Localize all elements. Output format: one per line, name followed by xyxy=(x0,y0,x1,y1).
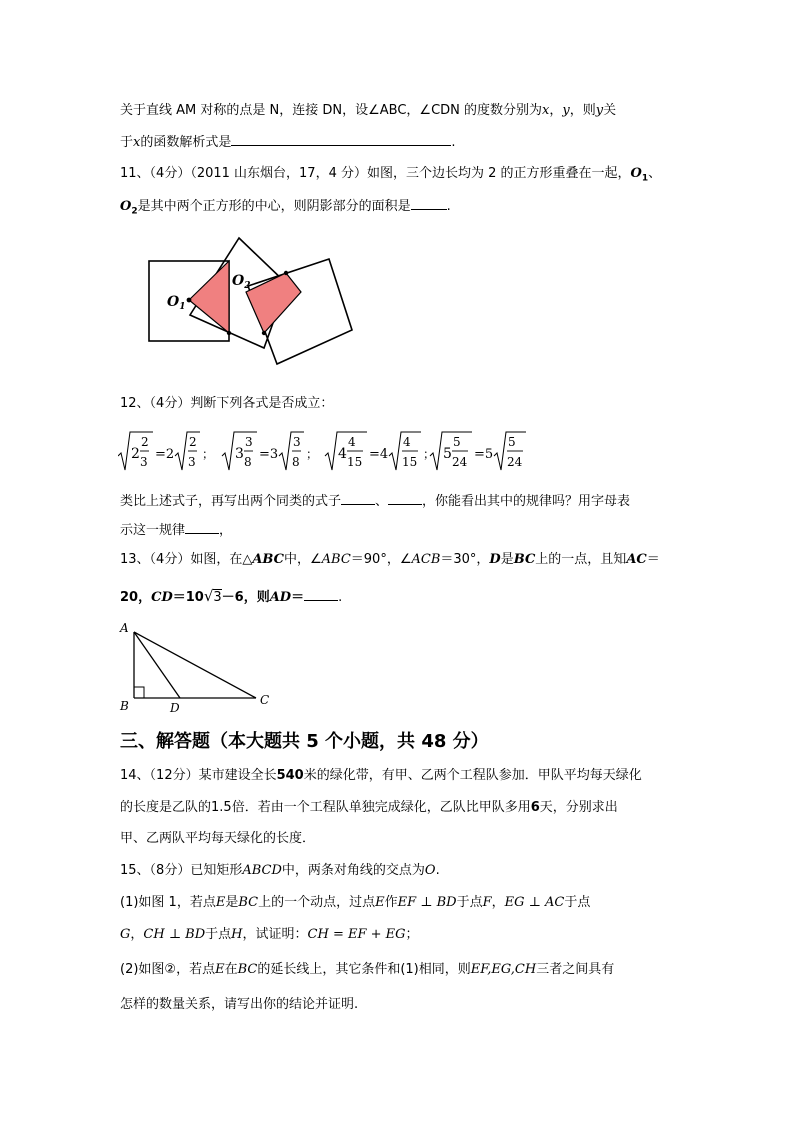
right-angle-mark xyxy=(134,687,144,698)
shaded-region-2 xyxy=(246,273,301,333)
q15-line-2: (1)如图 1，若点E是BC上的一个动点，过点E作EF ⊥ BD于点F，EG ⊥ AC于点 xyxy=(120,895,591,910)
answer-blank[interactable] xyxy=(231,132,451,146)
segment-ac xyxy=(134,632,256,698)
segment-ad xyxy=(134,632,180,698)
center-point-o1 xyxy=(187,298,192,303)
fraction-denominator: 8 xyxy=(292,455,300,469)
fraction-numerator: 2 xyxy=(189,435,197,449)
q13-line-2: 20，CD＝10√3－6，则AD＝ . xyxy=(120,587,343,605)
shaded-region-1 xyxy=(189,261,229,333)
fraction-denominator: 3 xyxy=(140,455,148,469)
fraction-numerator: 4 xyxy=(403,435,411,449)
fraction-denominator: 3 xyxy=(188,455,196,469)
q13-line-1: 13、（4分）如图，在△ABC中，∠ABC＝90°，∠ACB＝30°，D是BC上的一点，且知AC＝ xyxy=(120,552,660,567)
section-title: 三、解答题（本大题共 5 个小题，共 48 分） xyxy=(120,731,489,752)
answer-blank[interactable] xyxy=(304,587,338,601)
label-o1: $O_1$ xyxy=(167,294,186,312)
fraction-denominator: 15 xyxy=(402,455,418,469)
q14-line-1: 14、（12分）某市建设全长540米的绿化带，有甲、乙两个工程队参加．甲队平均每天绿化 xyxy=(120,768,642,783)
label-a: A xyxy=(120,621,129,635)
q14-line-3: 甲、乙两队平均每天绿化的长度． xyxy=(120,831,316,846)
radical-whole-number: 5 xyxy=(443,446,452,462)
answer-blank[interactable] xyxy=(341,491,375,505)
fraction-denominator: 24 xyxy=(507,455,523,469)
radical-whole-number: 2 xyxy=(131,446,140,462)
separator: ； xyxy=(306,447,319,461)
fraction-numerator: 3 xyxy=(245,435,253,449)
answer-blank[interactable] xyxy=(411,196,447,210)
q12-line-3: 示这一规律 ， xyxy=(120,520,680,541)
q15-line-1: 15、（8分）已知矩形ABCD中，两条对角线的交点为O. xyxy=(120,863,440,878)
vertex-point xyxy=(284,271,288,275)
q11-figure xyxy=(140,232,360,372)
fraction-numerator: 4 xyxy=(348,435,356,449)
q15-line-3: G，CH ⊥ BD于点H，试证明：CH = EF + EG； xyxy=(120,927,419,942)
radical-whole-number: 3 xyxy=(235,446,244,462)
q12-line-1: 12、（4分）判断下列各式是否成立： xyxy=(120,396,334,411)
sqrt-symbol: √ xyxy=(203,587,214,605)
fraction-numerator: 3 xyxy=(293,435,301,449)
label-o2: $O_2$ xyxy=(232,273,251,291)
q12-formulas xyxy=(118,426,538,474)
vertex-point xyxy=(262,331,266,335)
fraction-denominator: 8 xyxy=(244,455,252,469)
q12-line-2: 类比上述式子，再写出两个同类的式子 、 ，你能看出其中的规律吗？用字母表 xyxy=(120,491,680,512)
answer-blank[interactable] xyxy=(185,520,219,534)
fraction-denominator: 15 xyxy=(347,455,363,469)
coefficient: =3 xyxy=(259,447,279,462)
q11-line-1: 11、（4分）（2011 山东烟台，17，4 分）如图，三个边长均为 2 的正方形重叠在一起，$O_1$、 xyxy=(120,166,662,184)
fraction-numerator: 2 xyxy=(141,435,149,449)
vertex-point xyxy=(227,331,231,335)
separator: ； xyxy=(423,447,436,461)
q10-line-2: 于x的函数解析式是 . xyxy=(120,132,680,153)
fraction-numerator: 5 xyxy=(453,435,461,449)
coefficient: =5 xyxy=(474,447,494,462)
q13-figure xyxy=(115,618,280,718)
coefficient: =2 xyxy=(155,447,175,462)
answer-blank[interactable] xyxy=(388,491,422,505)
separator: ； xyxy=(202,447,215,461)
q10-line-1: 关于直线 AM 对称的点是 N，连接 DN，设∠ABC，∠CDN 的度数分别为x，y，则y关 xyxy=(120,103,617,118)
label-c: C xyxy=(260,693,270,707)
fraction-denominator: 24 xyxy=(452,455,468,469)
fraction-numerator: 5 xyxy=(508,435,516,449)
q11-line-2: $O_2$是其中两个正方形的中心，则阴影部分的面积是 . xyxy=(120,196,680,222)
coefficient: =4 xyxy=(369,447,389,462)
q15-line-4: (2)如图②，若点E在BC的延长线上，其它条件和(1)相同，则EF,EG,CH三者之间具有 xyxy=(120,962,615,977)
label-b: B xyxy=(120,699,129,713)
q15-line-5: 怎样的数量关系，请写出你的结论并证明. xyxy=(120,997,359,1012)
q14-line-2: 的长度是乙队的1.5倍．若由一个工程队单独完成绿化，乙队比甲队多用6天，分别求出 xyxy=(120,800,618,815)
label-d: D xyxy=(170,701,180,715)
radical-whole-number: 4 xyxy=(338,446,347,462)
